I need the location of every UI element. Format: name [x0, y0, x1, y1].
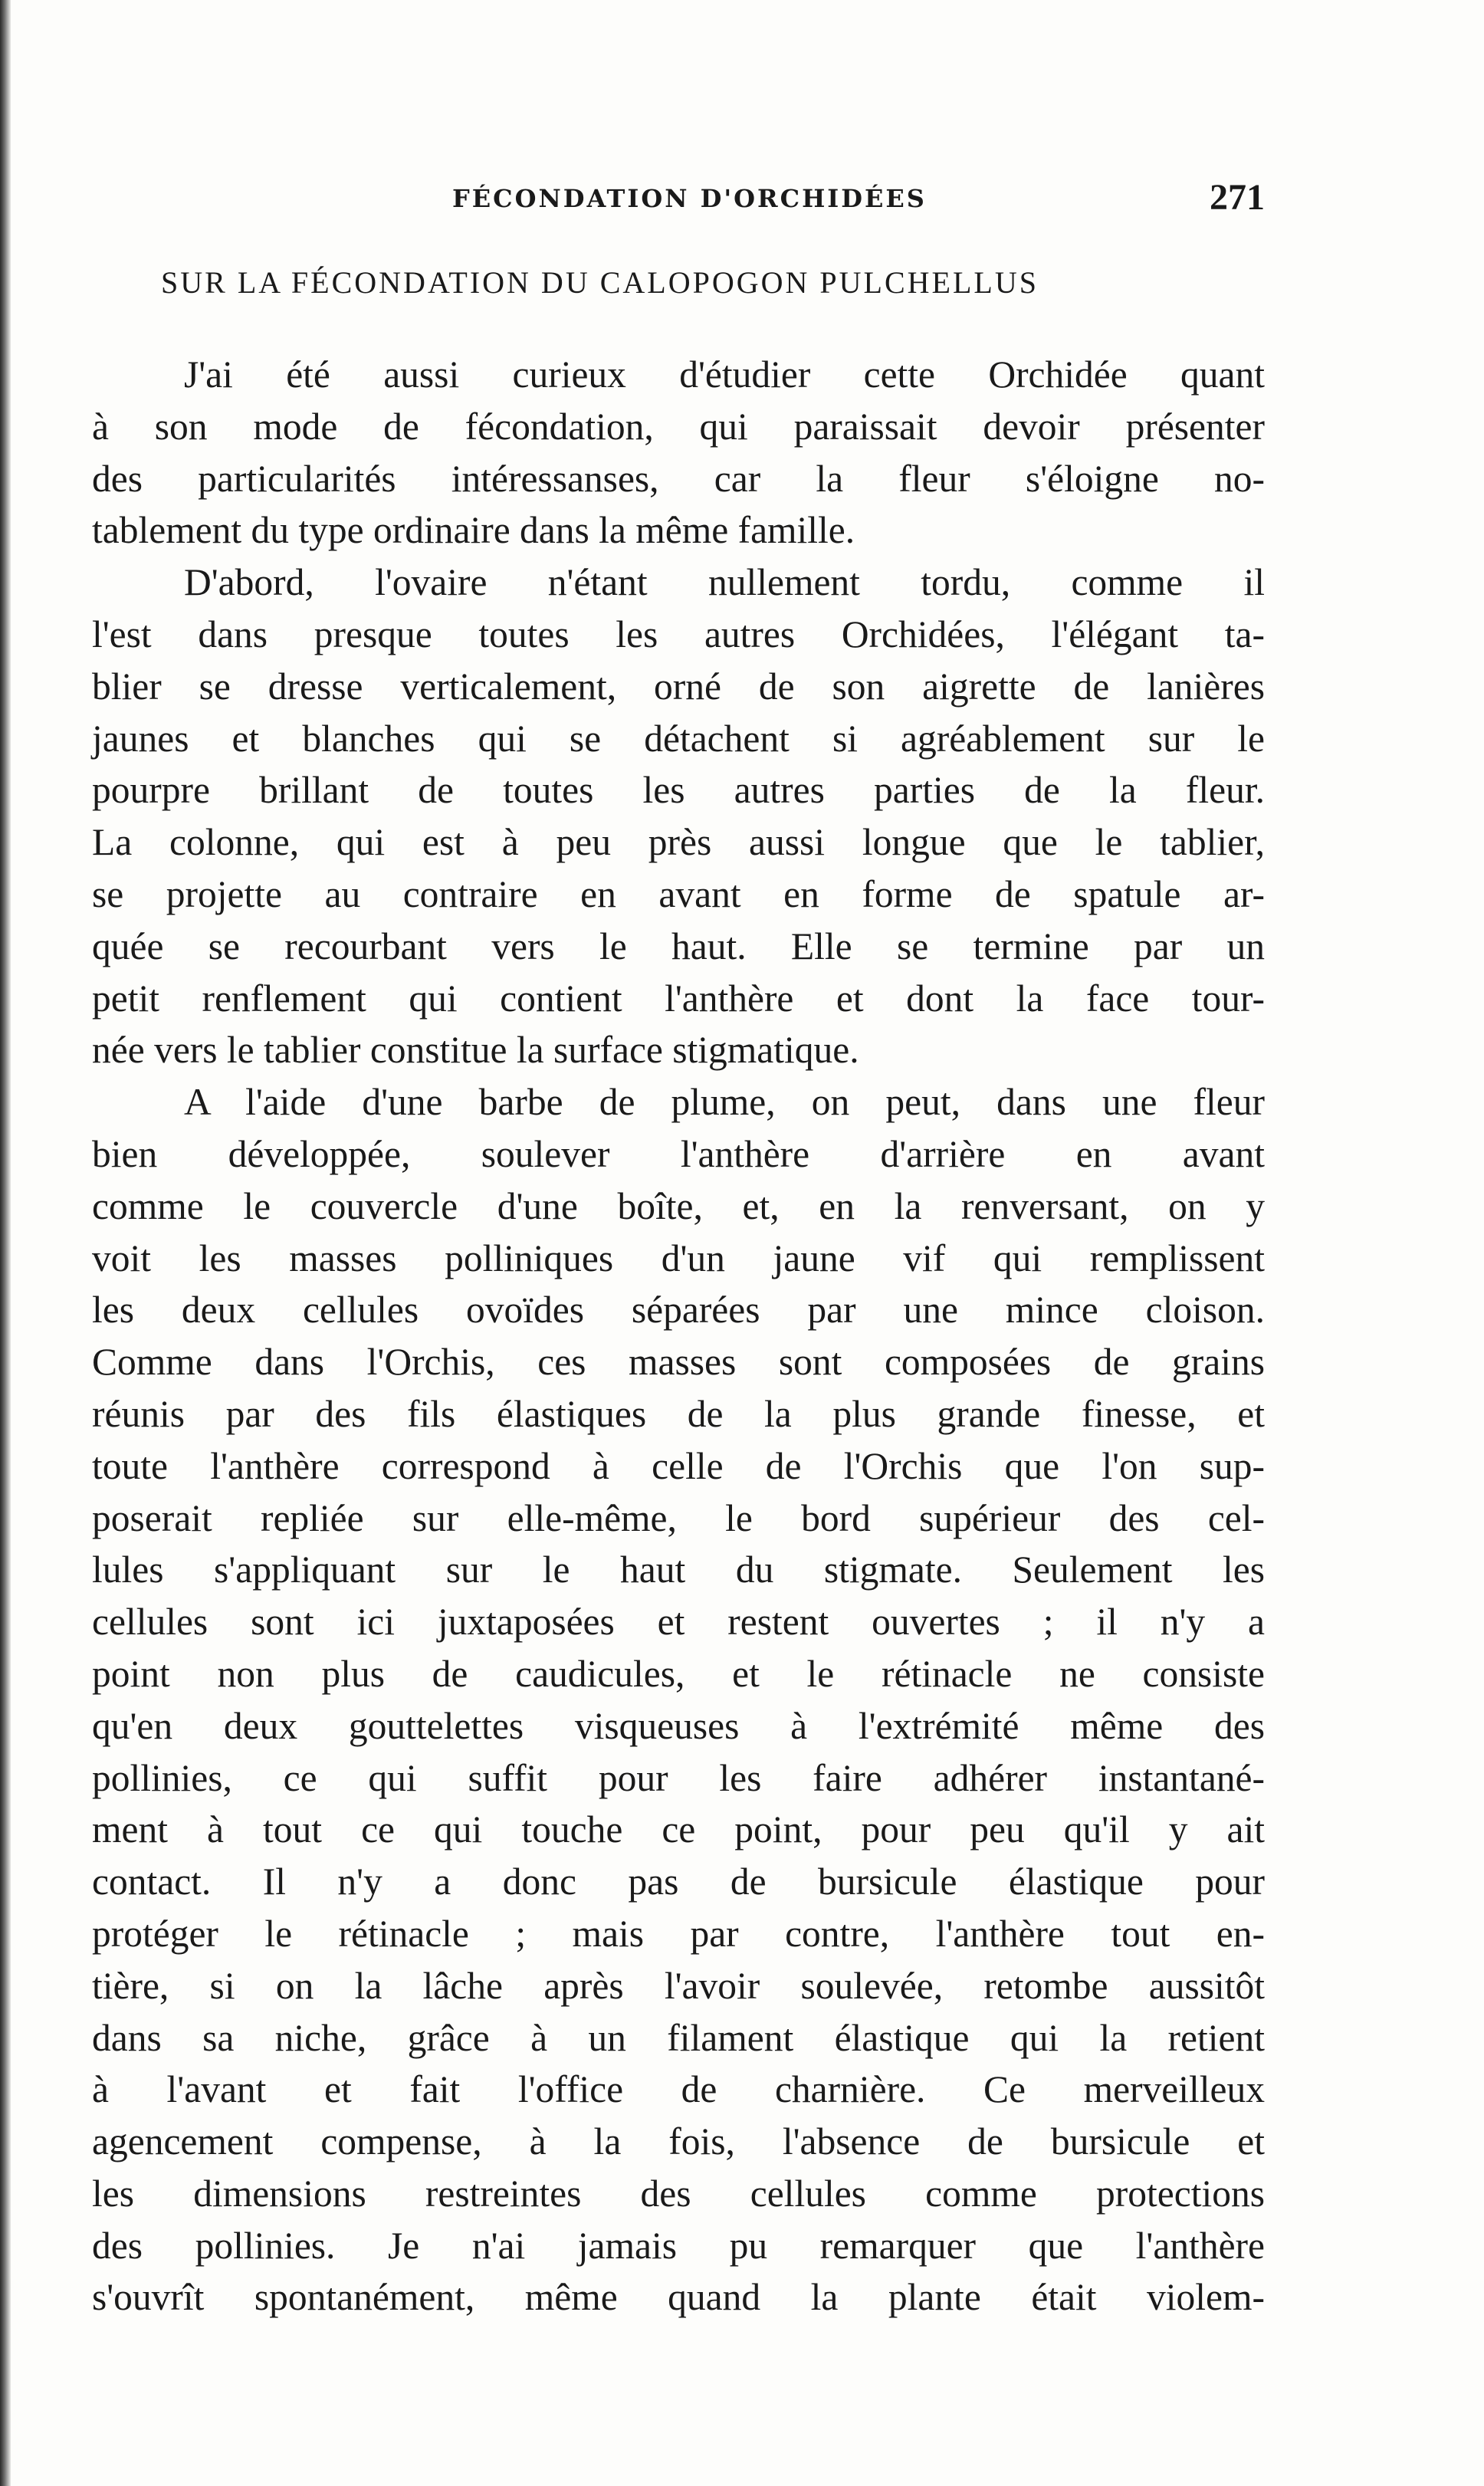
page-number: 271 — [1210, 177, 1265, 218]
page-binding-shadow — [0, 0, 11, 2486]
text-line: ment à tout ce qui touche ce point, pour peu qu'il y ait — [92, 1808, 1265, 1851]
text-line: La colonne, qui est à peu près aussi longue que le tablier, — [92, 821, 1265, 864]
text-line: poserait repliée sur elle-même, le bord supérieur des cel- — [92, 1496, 1265, 1539]
text-line: J'ai été aussi curieux d'étudier cette Orchidée quant — [184, 353, 1265, 396]
text-line: jaunes et blanches qui se détachent si agréablement sur le — [92, 717, 1265, 760]
text-line: tablement du type ordinaire dans la même famille. — [92, 509, 855, 552]
text-line: les deux cellules ovoïdes séparées par une mince cloison. — [92, 1289, 1265, 1332]
text-line: tière, si on la lâche après l'avoir soulevée, retombe aussitôt — [92, 1964, 1265, 2007]
text-line: pollinies, ce qui suffit pour les faire adhérer instantané- — [92, 1756, 1265, 1799]
running-head — [130, 173, 1265, 227]
text-line: à son mode de fécondation, qui paraissait devoir présenter — [92, 405, 1265, 448]
text-line: petit renflement qui contient l'anthère et dont la face tour- — [92, 977, 1265, 1020]
text-line: Comme dans l'Orchis, ces masses sont composées de grains — [92, 1341, 1265, 1384]
text-line: point non plus de caudicules, et le rétinacle ne consiste — [92, 1652, 1265, 1695]
paragraph-1 — [92, 349, 1265, 557]
text-line: cellules sont ici juxtaposées et restent ouvertes ; il n'y a — [92, 1601, 1265, 1644]
text-line: bien développée, soulever l'anthère d'arrière en avant — [92, 1132, 1265, 1175]
text-line: agencement compense, à la fois, l'absence de bursicule et — [92, 2120, 1265, 2163]
text-line: comme le couvercle d'une boîte, et, en la renversant, on y — [92, 1184, 1265, 1227]
text-line: l'est dans presque toutes les autres Orchidées, l'élégant ta- — [92, 612, 1265, 655]
text-line: les dimensions restreintes des cellules comme protections — [92, 2172, 1265, 2215]
paragraph-2 — [92, 557, 1265, 1076]
text-line: dans sa niche, grâce à un filament élastique qui la retient — [92, 2016, 1265, 2059]
text-line: réunis par des fils élastiques de la plus grande finesse, et — [92, 1392, 1265, 1435]
text-line: à l'avant et fait l'office de charnière. Ce merveilleux — [92, 2068, 1265, 2111]
text-line: A l'aide d'une barbe de plume, on peut, dans une fleur — [184, 1081, 1265, 1124]
text-line: contact. Il n'y a donc pas de bursicule élastique pour — [92, 1860, 1265, 1903]
text-line: se projette au contraire en avant en forme de spatule ar- — [92, 872, 1265, 915]
text-line: voit les masses polliniques d'un jaune vif qui remplissent — [92, 1236, 1265, 1279]
running-title: FÉCONDATION D'ORCHIDÉES — [452, 184, 927, 213]
text-line: toute l'anthère correspond à celle de l'Orchis que l'on sup- — [92, 1444, 1265, 1487]
text-line: née vers le tablier constitue la surface stigmatique. — [92, 1029, 859, 1072]
text-line: pourpre brillant de toutes les autres parties de la fleur. — [92, 769, 1265, 812]
section-title: SUR LA FÉCONDATION DU CALOPOGON PULCHELLUS — [161, 265, 1039, 300]
text-line: quée se recourbant vers le haut. Elle se termine par un — [92, 924, 1265, 967]
text-line: des pollinies. Je n'ai jamais pu remarquer que l'anthère — [92, 2224, 1265, 2267]
text-line: protéger le rétinacle ; mais par contre, l'anthère tout en- — [92, 1912, 1265, 1955]
text-line: D'abord, l'ovaire n'étant nullement tordu, comme il — [184, 561, 1265, 604]
paragraph-3 — [92, 1076, 1265, 2323]
text-line: des particularités intéressanses, car la fleur s'éloigne no- — [92, 457, 1265, 500]
text-line: blier se dresse verticalement, orné de son aigrette de lanières — [92, 665, 1265, 708]
text-line: lules s'appliquant sur le haut du stigmate. Seulement les — [92, 1548, 1265, 1591]
body-text — [92, 349, 1265, 2323]
text-line: s'ouvrît spontanément, même quand la plante était violem- — [92, 2276, 1265, 2319]
text-line: qu'en deux gouttelettes visqueuses à l'extrémité même des — [92, 1704, 1265, 1747]
